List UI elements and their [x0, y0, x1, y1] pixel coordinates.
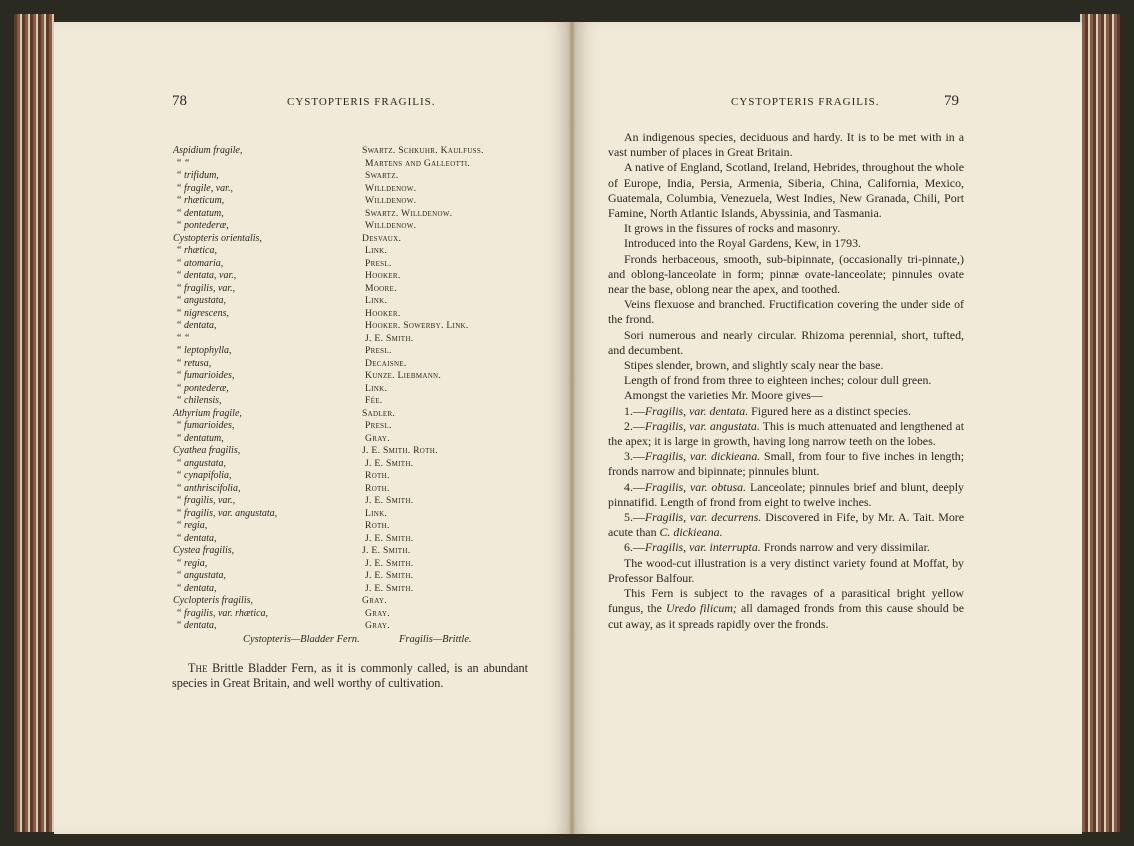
- paragraph-text: It grows in the fissures of rocks and masonry.: [624, 221, 841, 236]
- body-paragraph: [608, 221, 964, 236]
- synonym-authority: Willdenow.: [365, 195, 417, 206]
- body-paragraph: [608, 449, 964, 479]
- synonym-authority: Gray.: [365, 607, 390, 619]
- paragraph-text: Length of frond from three to eighteen inches; colour dull green.: [624, 373, 932, 388]
- paragraph-text: 6.—: [624, 540, 645, 555]
- body-paragraph: [608, 252, 964, 298]
- paragraph-text: This Fern is subject to the ravages of a parasitical bright yellow fungus, the: [608, 586, 964, 616]
- synonym-name: “ atomaria,: [176, 257, 224, 269]
- synonym-authority: J. E. Smith.: [365, 495, 414, 506]
- paragraph-text: Discovered in Fife, by Mr. A. Tait. More acute than: [608, 510, 964, 540]
- synonym-name: “ fumarioides,: [176, 420, 235, 431]
- synonym-row: [173, 545, 503, 558]
- left-page-number: 78: [172, 93, 187, 109]
- italic-text: Fragilis, var. decurrens.: [644, 510, 762, 525]
- right-page-number: 79: [944, 93, 959, 109]
- synonym-authority: Link.: [365, 382, 388, 394]
- left-body-text: [172, 661, 528, 692]
- body-paragraph: [608, 419, 964, 449]
- synonym-authority: J. E. Smith.: [365, 457, 414, 469]
- synonym-name: Aspidium fragile,: [173, 145, 243, 156]
- synonym-row: [173, 420, 503, 433]
- synonym-name: “ nigrescens,: [176, 307, 229, 319]
- synonym-row: [173, 358, 503, 371]
- synonym-row: [173, 295, 503, 308]
- synonym-authority: Martens and Galleotti.: [365, 157, 471, 169]
- synonym-authority: J. E. Smith.: [362, 545, 411, 556]
- synonym-authority: Willdenow.: [365, 182, 417, 194]
- synonym-authority: Gray.: [365, 620, 390, 631]
- book-cover-edge-right: [1080, 14, 1120, 832]
- synonym-authority: Swartz. Schkuhr. Kaulfuss.: [362, 145, 484, 156]
- right-running-head: CYSTOPTERIS FRAGILIS.: [731, 96, 880, 108]
- synonym-name: “ pontederæ,: [176, 220, 229, 231]
- caption-genus: Cystopteris—Bladder Fern.: [243, 634, 360, 645]
- synonym-name: “ regia,: [176, 557, 208, 569]
- paragraph-text: Veins flexuose and branched. Fructification covering the under side of the frond.: [608, 297, 964, 327]
- synonym-name: “ fragilis, var. angustata,: [176, 507, 278, 519]
- synonym-row: [173, 145, 503, 158]
- synonym-row: [173, 595, 503, 608]
- synonym-row: [173, 470, 503, 483]
- synonym-authority: Presl.: [365, 345, 392, 356]
- synonym-row: [173, 583, 503, 596]
- intro-paragraph: Brittle Bladder Fern, as it is commonly called, is an abundant species in Great Britain, and well worthy of cultivation.: [172, 661, 528, 691]
- paragraph-text: Stipes slender, brown, and slightly scaly near the base.: [624, 358, 884, 373]
- synonym-authority: Swartz. Willdenow.: [365, 207, 453, 219]
- synonym-name: “ cynapifolia,: [176, 470, 232, 481]
- synonym-authority: Presl.: [365, 257, 392, 269]
- synonym-authority: Moore.: [365, 282, 397, 294]
- synonym-authority: J. E. Smith.: [365, 570, 414, 581]
- italic-text: Fragilis, var. interrupta.: [644, 540, 761, 555]
- body-paragraph: [608, 297, 964, 327]
- synonym-name: “ fragilis, var.,: [176, 495, 236, 506]
- synonym-authority: Swartz.: [365, 170, 399, 181]
- paragraph-text: Sori numerous and nearly circular. Rhizoma perennial, short, tufted, and decumbent.: [608, 327, 964, 357]
- body-paragraph: [608, 358, 964, 373]
- italic-text: C. dickieana.: [659, 525, 723, 540]
- synonym-name: “ angustata,: [176, 457, 227, 469]
- synonym-row: [173, 345, 503, 358]
- synonym-authority: Gray.: [362, 595, 387, 606]
- italic-text: Uredo filicum;: [665, 601, 737, 616]
- synonym-row: [173, 533, 503, 546]
- right-body-text: [608, 130, 964, 632]
- paragraph-text: Figured here as a distinct species.: [748, 403, 911, 418]
- synonym-name: “ anthriscifolia,: [176, 482, 241, 494]
- synonym-row: [173, 183, 503, 196]
- synonym-row: [173, 495, 503, 508]
- synonym-name: “ pontederæ,: [176, 382, 229, 394]
- synonym-authority: Hooker.: [365, 307, 401, 319]
- synonym-authority: Roth.: [365, 520, 390, 531]
- synonym-authority: J. E. Smith.: [365, 557, 414, 569]
- paragraph-text: 3.—: [624, 449, 645, 464]
- synonym-name: “ trifidum,: [176, 170, 219, 181]
- paragraph-text: Lanceolate; pinnules brief and blunt, deeply pinnatifid. Length of frond from eight to twelve inches.: [608, 479, 964, 509]
- paragraph-text: 4.—: [624, 479, 645, 494]
- synonym-row: [173, 408, 503, 421]
- body-paragraph: [608, 586, 964, 632]
- synonym-row: [173, 195, 503, 208]
- body-paragraph: [608, 236, 964, 251]
- synonym-authority: Kunze. Liebmann.: [365, 370, 442, 381]
- synonym-row: [173, 433, 503, 446]
- paragraph-text: The wood-cut illustration is a very distinct variety found at Moffat, by Professor Balfour.: [608, 555, 964, 585]
- synonym-row: [173, 570, 503, 583]
- synonym-row: [173, 508, 503, 521]
- synonym-name: “ angustata,: [176, 570, 227, 581]
- synonym-authority: Link.: [365, 295, 388, 306]
- synonym-authority: J. E. Smith.: [365, 332, 414, 344]
- synonym-name: “ rhæticum,: [176, 195, 225, 206]
- synonym-name: “ retusa,: [176, 357, 212, 369]
- synonym-row: [173, 483, 503, 496]
- paragraph-text: Amongst the varieties Mr. Moore gives—: [624, 388, 823, 403]
- synonym-row: [173, 445, 503, 458]
- synonym-row: [173, 208, 503, 221]
- paragraph-text: A native of England, Scotland, Ireland, Hebrides, throughout the whole of Europe, India, Persia, Armenia, Siberia, China, California, Mexico, Guatemala, Columbia, Venezuela, West Indies, New Granada, Chili, Port Famine, North Atlantic Islands, Abyssinia, and Tasmania.: [608, 160, 964, 221]
- paragraph-text: This is much attenuated and lengthened at the apex; it is large in growth, having long narrow teeth on the lobes.: [608, 418, 964, 449]
- synonym-authority: J. E. Smith.: [365, 532, 414, 544]
- synonym-name: “ dentata, var.,: [176, 270, 237, 281]
- synonym-row: [173, 395, 503, 408]
- body-paragraph: [608, 540, 964, 555]
- synonym-authority: Presl.: [365, 420, 392, 431]
- book-gutter: [569, 22, 575, 834]
- synonym-name: “ fragilis, var.,: [176, 282, 236, 294]
- synonym-authority: J. E. Smith. Roth.: [362, 445, 438, 456]
- synonym-authority: Roth.: [365, 482, 390, 494]
- paragraph-text: 1.—: [624, 403, 645, 418]
- paragraph-text: Introduced into the Royal Gardens, Kew, in 1793.: [624, 236, 861, 251]
- synonym-name: “ dentatum,: [176, 207, 224, 219]
- synonym-row: [173, 170, 503, 183]
- italic-text: Fragilis, var. angustata.: [644, 418, 760, 433]
- synonym-authority: Fée.: [365, 395, 383, 406]
- synonym-name: “ fragilis, var. rhætica,: [176, 607, 269, 619]
- synonym-authority: Hooker. Sowerby. Link.: [365, 320, 469, 331]
- paragraph-text: 5.—: [624, 510, 645, 525]
- synonym-row: [173, 383, 503, 396]
- synonym-name: “ regia,: [176, 520, 208, 531]
- synonym-row: [173, 333, 503, 346]
- synonym-authority: Willdenow.: [365, 220, 417, 231]
- synonym-name: “ dentata,: [176, 320, 217, 331]
- synonym-authority: Decaisne.: [365, 357, 407, 369]
- synonym-authority: Link.: [365, 507, 388, 519]
- paragraph-text: An indigenous species, deciduous and hardy. It is to be met with in a vast number of places in Great Britain.: [608, 130, 964, 160]
- synonym-name: Cystea fragilis,: [173, 545, 235, 556]
- synonym-name: “ dentata,: [176, 620, 217, 631]
- synonym-name: “ leptophylla,: [176, 345, 232, 356]
- synonym-row: [173, 220, 503, 233]
- synonym-list: [173, 145, 503, 633]
- synonym-row: [173, 233, 503, 246]
- synonym-name: Cyathea fragilis,: [173, 445, 241, 456]
- synonym-name: “ “: [176, 157, 190, 169]
- italic-text: Fragilis, var. dentata.: [644, 403, 749, 418]
- italic-text: Fragilis, var. dickieana.: [644, 449, 761, 464]
- synonym-row: [173, 458, 503, 471]
- synonym-row: [173, 258, 503, 271]
- body-paragraph: [608, 480, 964, 510]
- synonym-row: [173, 520, 503, 533]
- synonym-row: [173, 308, 503, 321]
- synonym-authority: J. E. Smith.: [365, 582, 414, 594]
- synonym-authority: Roth.: [365, 470, 390, 481]
- synonym-row: [173, 608, 503, 621]
- synonym-name: “ angustata,: [176, 295, 227, 306]
- body-paragraph: [608, 510, 964, 540]
- synonym-row: [173, 245, 503, 258]
- synonym-name: Cyclopteris fragilis,: [173, 595, 253, 606]
- synonym-authority: Gray.: [365, 432, 390, 444]
- body-paragraph: [608, 404, 964, 419]
- paragraph-text: Fronds narrow and very dissimilar.: [760, 540, 930, 555]
- synonym-name: “ fumarioides,: [176, 370, 235, 381]
- synonym-row: [173, 270, 503, 283]
- synonym-row: [173, 283, 503, 296]
- paragraph-text: Fronds herbaceous, smooth, sub-bipinnate, (occasionally tri-pinnate,) and oblong-lanceolate in form; pinnæ ovate-lanceolate; pinnules ovate near the base, oblong near the apex, and toothed.: [608, 251, 964, 297]
- synonym-name: “ dentata,: [176, 532, 217, 544]
- body-paragraph: [608, 388, 964, 403]
- synonym-name: Athyrium fragile,: [173, 407, 242, 419]
- synonym-row: [173, 620, 503, 633]
- synonym-name: “ rhætica,: [176, 245, 217, 256]
- synonym-row: [173, 558, 503, 571]
- paragraph-text: Small, from four to five inches in length; fronds narrow and bipinnate; pinnules blunt.: [608, 449, 965, 479]
- synonym-name: “ chilensis,: [176, 395, 222, 406]
- body-paragraph: [608, 328, 964, 358]
- synonym-row: [173, 158, 503, 171]
- synonym-name: “ fragile, var.,: [176, 182, 233, 194]
- left-running-head: CYSTOPTERIS FRAGILIS.: [287, 96, 436, 108]
- synonym-name: “ dentatum,: [176, 432, 224, 444]
- caption-species: Fragilis—Brittle.: [399, 634, 472, 645]
- paragraph-text: 2.—: [624, 418, 645, 433]
- synonym-row: [173, 320, 503, 333]
- body-paragraph: [608, 373, 964, 388]
- synonym-name: “ “: [176, 332, 190, 344]
- synonym-authority: Link.: [365, 245, 388, 256]
- paragraph-text: all damaged fronds from this cause should be cut away, as it spreads rapidly over the fronds.: [608, 601, 964, 631]
- synonym-row: [173, 370, 503, 383]
- italic-text: Fragilis, var. obtusa.: [644, 479, 747, 494]
- synonym-authority: Sadler.: [362, 407, 396, 419]
- synonym-name: “ dentata,: [176, 582, 217, 594]
- lead-word: The: [188, 661, 208, 675]
- synonym-authority: Desvaux.: [362, 232, 402, 244]
- synonym-authority: Hooker.: [365, 270, 401, 281]
- body-paragraph: [608, 556, 964, 586]
- synonym-name: Cystopteris orientalis,: [173, 232, 262, 244]
- book-cover-edge-left: [14, 14, 54, 832]
- body-paragraph: [608, 130, 964, 160]
- body-paragraph: [608, 160, 964, 221]
